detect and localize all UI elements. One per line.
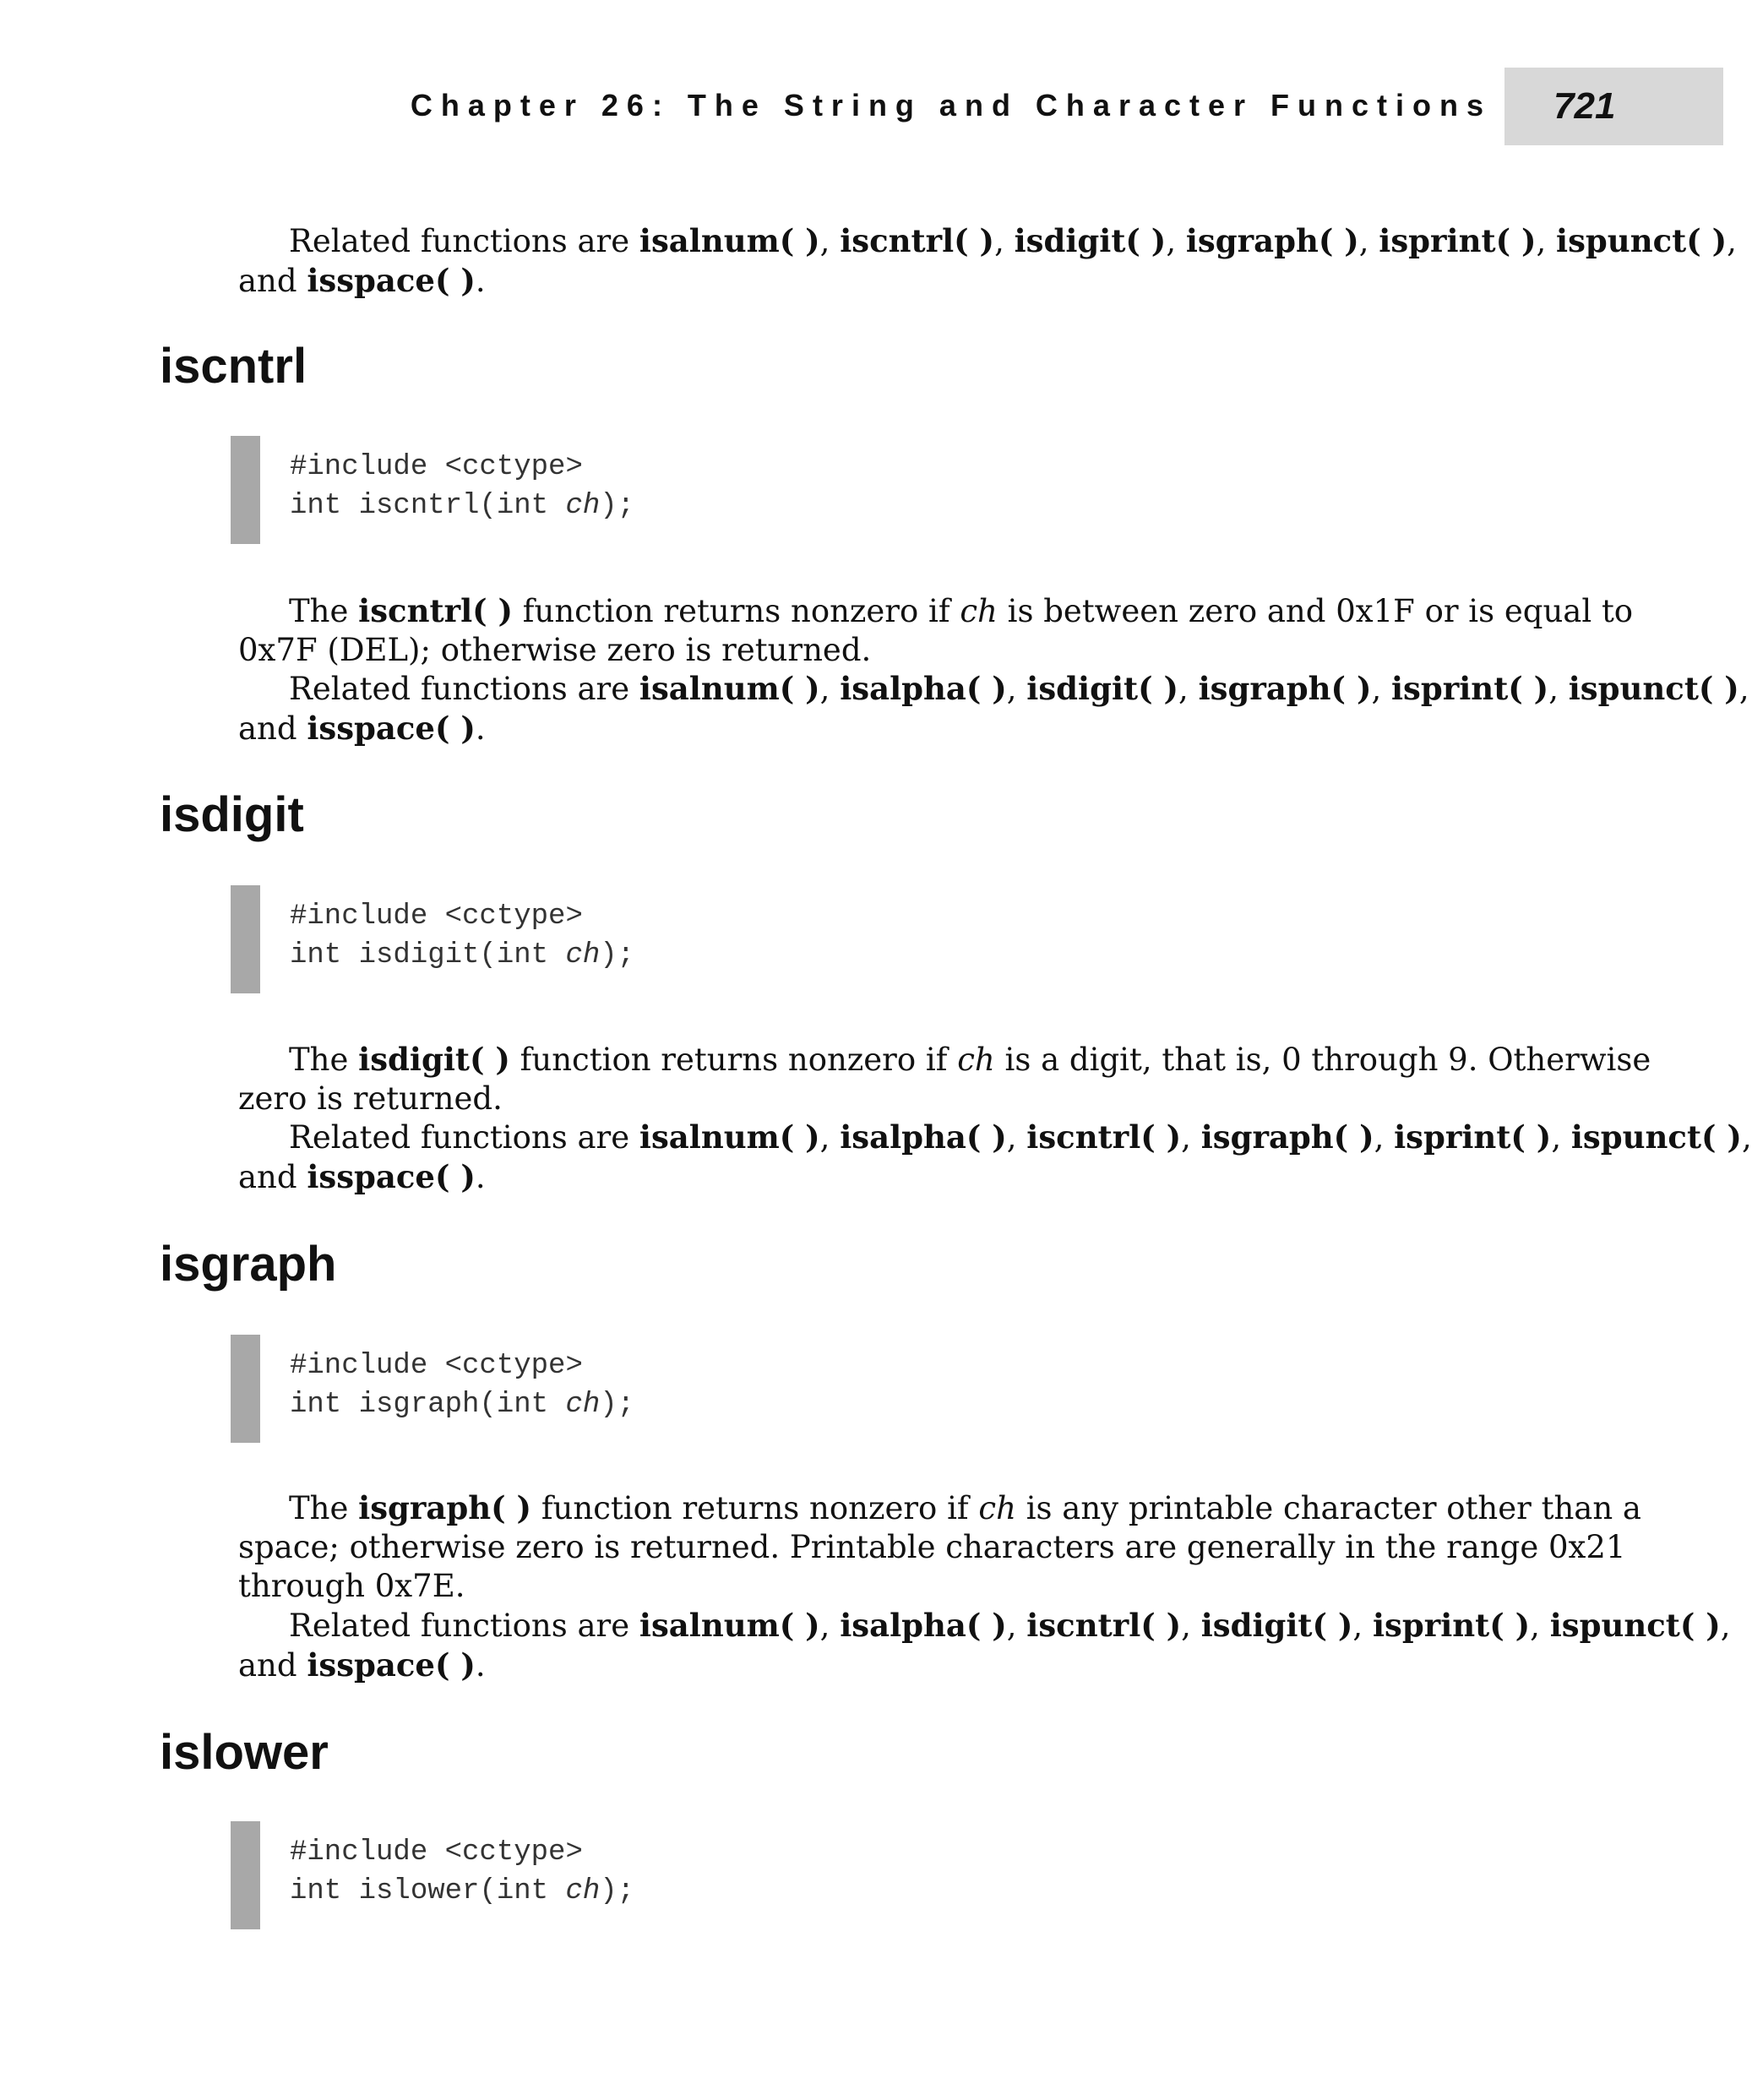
- code-include-line: #include <cctype>: [290, 451, 583, 483]
- description-paragraph: The isgraph( ) function returns nonzero if ch is any printable character other than a space; otherwise zero is returned. Printable characters are generally in the range 0x21 through 0x7E.: [238, 1489, 1641, 1604]
- description-paragraph: The isdigit( ) function returns nonzero if ch is a digit, that is, 0 through 9. Otherwise zero is returned.: [238, 1041, 1651, 1117]
- section-heading-isdigit: isdigit: [160, 787, 304, 842]
- code-block-bar: [231, 885, 260, 993]
- code-include-line: #include <cctype>: [290, 1836, 583, 1869]
- code-prototype-line: int islower(int ch);: [290, 1875, 635, 1907]
- related-functions-paragraph: Related functions are isalnum( ), isalpha( ), iscntrl( ), isgraph( ), isprint( ), ispunct( ), and isspace( ).: [238, 1118, 1752, 1195]
- page-number: 721: [1553, 85, 1616, 127]
- page-number-tab: [1504, 68, 1723, 145]
- related-functions-paragraph: Related functions are isalnum( ), isalpha( ), iscntrl( ), isdigit( ), isprint( ), ispunct( ), and isspace( ).: [238, 1607, 1731, 1684]
- code-block-isdigit: [231, 885, 991, 993]
- section-heading-islower: islower: [160, 1725, 329, 1780]
- section-heading-isgraph: isgraph: [160, 1237, 337, 1292]
- code-block-islower: [231, 1821, 991, 1929]
- code-block-isgraph: [231, 1335, 991, 1443]
- code-prototype-line: int iscntrl(int ch);: [290, 490, 635, 522]
- running-header-title: Chapter 26: The String and Character Functions: [410, 88, 1492, 122]
- related-functions-paragraph: Related functions are isalnum( ), isalpha( ), isdigit( ), isgraph( ), isprint( ), ispunct( ), and isspace( ).: [238, 670, 1749, 747]
- section-heading-iscntrl: iscntrl: [160, 339, 307, 394]
- code-block-bar: [231, 1821, 260, 1929]
- code-block-bar: [231, 436, 260, 544]
- related-functions-paragraph: Related functions are isalnum( ), iscntrl( ), isdigit( ), isgraph( ), isprint( ), ispunct( ), and isspace( ).: [238, 222, 1737, 299]
- code-block-bar: [231, 1335, 260, 1443]
- code-include-line: #include <cctype>: [290, 1350, 583, 1382]
- code-prototype-line: int isdigit(int ch);: [290, 939, 635, 971]
- code-block-iscntrl: [231, 436, 991, 544]
- code-prototype-line: int isgraph(int ch);: [290, 1389, 635, 1421]
- description-paragraph: The iscntrl( ) function returns nonzero if ch is between zero and 0x1F or is equal to 0x7F (DEL); otherwise zero is returned.: [238, 592, 1634, 668]
- code-include-line: #include <cctype>: [290, 900, 583, 933]
